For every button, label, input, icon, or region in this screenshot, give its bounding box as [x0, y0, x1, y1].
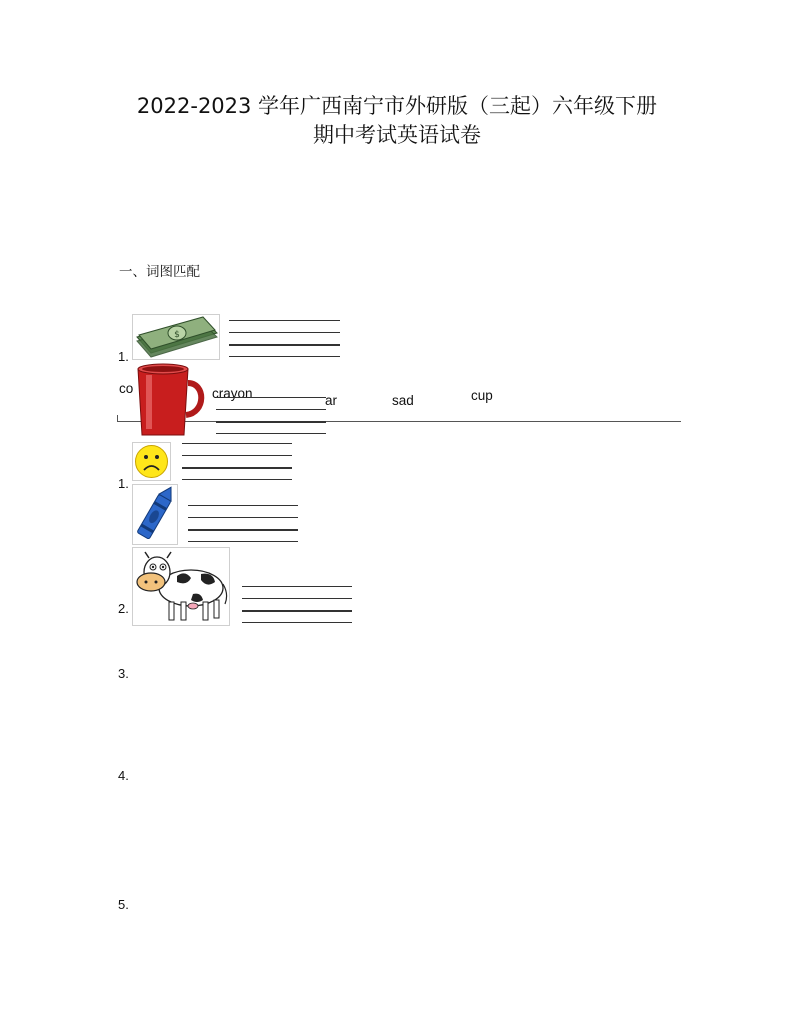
answer-lines-3[interactable] — [188, 505, 298, 543]
cow-icon — [132, 547, 230, 626]
word-cup: cup — [471, 388, 493, 403]
word-crayon: crayon — [212, 386, 253, 401]
item-number: 2. — [118, 601, 129, 616]
crayon-icon — [132, 484, 178, 545]
word-sad: sad — [392, 393, 414, 408]
section-heading: 一、词图匹配 — [119, 264, 200, 280]
divider-tick — [117, 415, 118, 422]
doc-title-line1: 2022-2023 学年广西南宁市外研版（三起）六年级下册 — [136, 94, 658, 118]
item-number: 4. — [118, 768, 129, 783]
sad-face-icon — [132, 442, 171, 481]
answer-lines-2[interactable] — [182, 443, 292, 481]
answer-lines-4[interactable] — [242, 586, 352, 624]
svg-text:$: $ — [174, 330, 180, 340]
cup-icon — [130, 361, 206, 439]
item-number: 1. — [118, 349, 129, 364]
answer-lines-cup[interactable] — [216, 397, 326, 435]
word-co: co — [119, 381, 134, 396]
item-number: 3. — [118, 666, 129, 681]
answer-lines-1[interactable] — [229, 320, 340, 360]
item-number: 5. — [118, 897, 129, 912]
doc-title-line2: 期中考试英语试卷 — [313, 123, 481, 147]
word-ar: ar — [325, 393, 338, 408]
item-number: 1. — [118, 476, 129, 491]
money-icon — [132, 314, 220, 360]
